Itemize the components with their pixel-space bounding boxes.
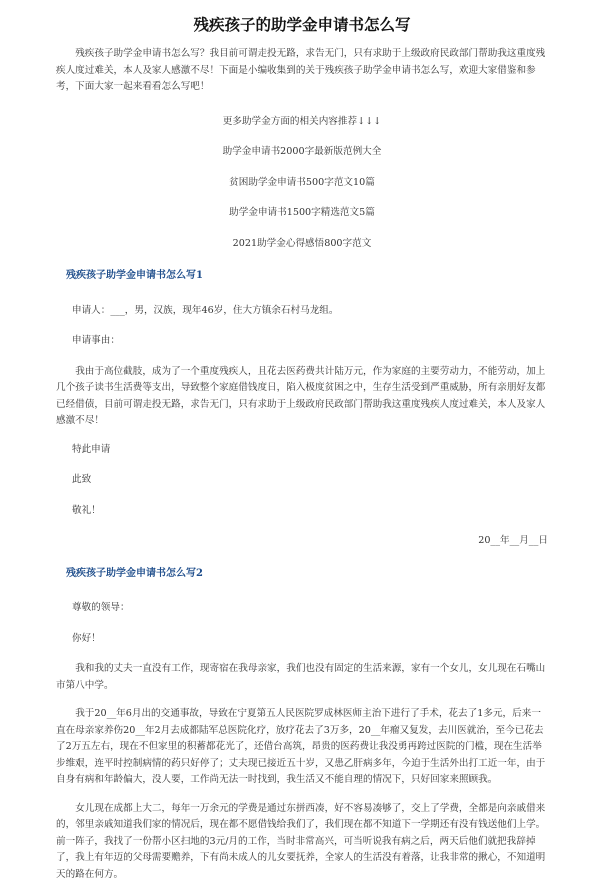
document-title: 残疾孩子的助学金申请书怎么写 — [56, 14, 548, 36]
hello: 你好！ — [72, 631, 548, 648]
section-2-title: 残疾孩子助学金申请书怎么写2 — [66, 566, 548, 583]
section-1-title: 残疾孩子助学金申请书怎么写1 — [66, 268, 548, 285]
related-link[interactable]: 2021助学金心得感悟800字范文 — [56, 236, 548, 253]
section-1-body: 我由于高位截肢，成为了一个重度残疾人，且花去医药费共计陆万元，作为家庭的主要劳动力，不能劳动，加上几个孩子读书生活费等支出，导致整个家庭借钱度日，陷入极度贫困之中，生存生活受到严重威胁，所有亲朋好友都已经借债，目前可谓走投无路，求告无门，只有求助于上级政府民政部门帮助我这重度残疾人度过难关，本人及家人感激不尽！ — [56, 364, 548, 430]
links-heading: 更多助学金方面的相关内容推荐↓↓↓ — [56, 114, 548, 131]
closing-request: 特此申请 — [72, 442, 548, 459]
related-link[interactable]: 贫困助学金申请书500字范文10篇 — [56, 175, 548, 192]
signature-date: 20__年__月__日 — [56, 533, 548, 550]
related-links — [56, 114, 548, 253]
reason-label: 申请事由： — [72, 333, 548, 350]
section-2-paragraph-1: 我和我的丈夫一直没有工作，现寄宿在我母亲家，我们也没有固定的生活来源，家有一个女儿，女儿现在石嘴山市第八中学。 — [56, 661, 548, 694]
related-link[interactable]: 助学金申请书1500字精选范文5篇 — [56, 205, 548, 222]
intro-paragraph: 残疾孩子助学金申请书怎么写？我目前可谓走投无路，求告无门，只有求助于上级政府民政部门帮助我这重度残疾人度过难关，本人及家人感激不尽！下面是小编收集到的关于残疾孩子助学金申请书怎么写，欢迎大家借鉴和参考，下面大家一起来看看怎么写吧！ — [56, 46, 548, 96]
section-2-paragraph-3: 女儿现在成都上大二，每年一万余元的学费是通过东拼西凑，好不容易凑够了，交上了学费，全都是向亲戚借来的，邻里亲戚知道我们家的情况后，现在都不愿借钱给我们了，我们现在都不知道下一学期还有没有钱送他们上学。前一阵子，我找了一份帮小区扫地的3元/月的工作，当时非常高兴，可当听说我有病之后，两天后他们就把我辞掉了，我上有年迈的父母需要赡养，下有尚未成人的儿女要抚养，全家人的生活没有着落，让我非常的揪心，不知道明天的路在何方。 — [56, 801, 548, 883]
section-2-paragraph-2: 我于20__年6月出的交通事故，导致在宁夏第五人民医院罗成林医师主治下进行了手术，花去了1多元，后来一直在母亲家养伤20__年2月去成都陆军总医院化疗，放疗花去了3万多，20__年瘤又复发，去川医就治，至今已花去了2万五左右，现在不但家里的积蓄都花光了，还借台高筑，昂贵的医药费让我没勇再跨过医院的门槛，现在生活举步维艰，连平时控制病情的药只好停了；丈夫现已接近五十岁，又患乙肝病多年，今迫于生活外出打工近一年，由于自身有病和年龄偏大，没人要，工作尚无法一时找到，我生活又不能自理的情况下，只好回家来照顾我。 — [56, 706, 548, 789]
applicant-line: 申请人：___，男，汉族，现年46岁，住大方镇余石村马龙组。 — [72, 303, 548, 320]
greeting: 尊敬的领导： — [72, 600, 548, 617]
closing-salutation: 此致 — [72, 472, 548, 489]
closing-respect: 敬礼！ — [72, 503, 548, 520]
related-link[interactable]: 助学金申请书2000字最新版范例大全 — [56, 144, 548, 161]
